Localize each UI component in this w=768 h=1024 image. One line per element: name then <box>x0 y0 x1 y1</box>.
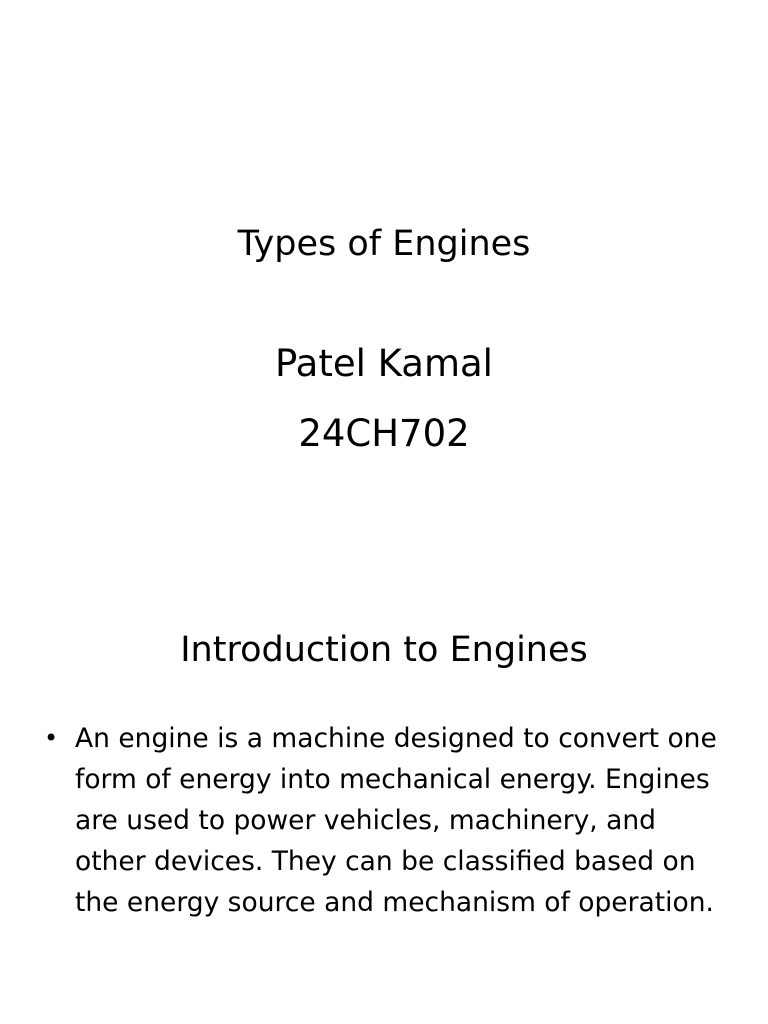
author-id: 24CH702 <box>298 412 470 455</box>
slide-title: Introduction to Engines <box>180 630 588 670</box>
bullet-icon: • <box>44 724 59 752</box>
bullet-item <box>40 718 730 923</box>
content-slide <box>0 576 768 1024</box>
slide-title: Types of Engines <box>237 224 531 264</box>
author-name: Patel Kamal <box>275 342 493 385</box>
bullet-list <box>40 718 730 923</box>
bullet-text: An engine is a machine designed to convert one form of energy into mechanical energy. Engines are used to power vehicles, machinery, and other devices. They can be classified based on the energy source and mechanism of operation. <box>75 723 717 918</box>
slide-subtitle <box>0 340 768 480</box>
